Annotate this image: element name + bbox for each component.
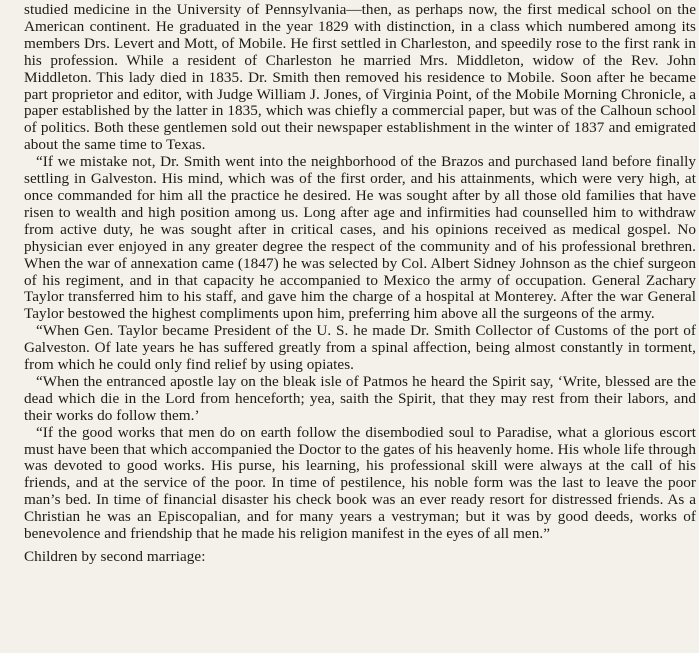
paragraph-galveston: “If we mistake not, Dr. Smith went into the neighborhood of the Brazos and purchased land before finally settling in Galveston. His mind, which was of the first order, and his attainments, which were very high, at once commanded for him all the practice he desired. He was sought after by all those old families that have risen to wealth and high position among us. Long after age and infirmities had counselled him to withdraw from active duty, he was sought after in critical cases, and his opinions received as medical gospel. No physician ever enjoyed in any greater degree the respect of the community and of his professional brethren. When the war of annexation came (1847) he was selected by Col. Albert Sidney Johnson as the chief surgeon of his regiment, and in that capacity he accompanied to Mexico the army of occupation. General Zachary Taylor transferred him to his staff, and gave him the charge of a hospital at Monterey. After the war General Taylor bestowed the highest compliments upon him, preferring him above all the surgeons of the army. <box>24 153 696 323</box>
document-page <box>24 2 696 566</box>
paragraph-biography: studied medicine in the University of Pennsylvania—then, as perhaps now, the first medical school on the American continent. He graduated in the year 1829 with distinction, in a class which numbered among its members Drs. Levert and Mott, of Mobile. He first settled in Charleston, and speedily rose to the first rank in his profession. While a resident of Charleston he married Mrs. Middleton, widow of the Rev. John Middleton. This lady died in 1835. Dr. Smith then removed his residence to Mobile. Soon after he became part proprietor and editor, with Judge William J. Jones, of Virginia Point, of the Mobile Morning Chronicle, a paper established by the latter in 1835, which was chiefly a commercial paper, but was of the Calhoun school of politics. Both these gentlemen sold out their newspaper establishment in the winter of 1837 and emigrated about the same time to Texas. <box>24 1 696 154</box>
paragraph-collector: “When Gen. Taylor became President of the U. S. he made Dr. Smith Collector of Customs of the port of Galveston. Of late years he has suffered greatly from a spinal affection, being almost constantly in torment, from which he could only find relief by using opiates. <box>24 322 696 374</box>
paragraph-good-works: “If the good works that men do on earth follow the disembodied soul to Paradise, what a glorious escort must have been that which accompanied the Doctor to the gates of his heavenly home. His whole life through was devoted to good works. His purse, his learning, his professional skill were always at the call of his friends, and at the service of the poor. In time of pestilence, his noble form was the last to leave the poor man’s bed. In time of financial disaster his check book was an ever ready resort for distressed friends. As a Christian he was an Episcopalian, and for many years a vestryman; but it was by good deeds, works of benevolence and friendship that he made his religion manifest in the eyes of all men.” <box>24 423 696 543</box>
paragraph-patmos: “When the entranced apostle lay on the bleak isle of Patmos he heard the Spirit say, ‘Write, blessed are the dead which die in the Lord from henceforth; yea, saith the Spirit, that they may rest from their labors, and their works do follow them.’ <box>24 372 696 424</box>
children-heading: Children by second marriage: <box>24 548 206 565</box>
